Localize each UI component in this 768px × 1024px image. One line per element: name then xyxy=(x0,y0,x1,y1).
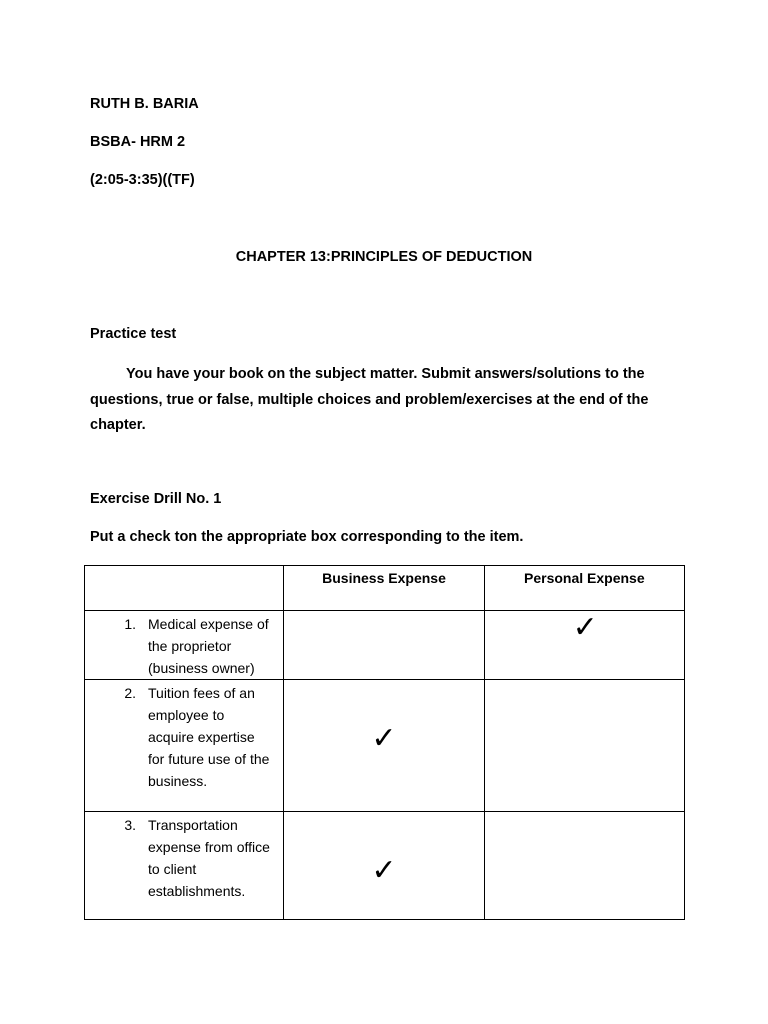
class-schedule: (2:05-3:35)((TF) xyxy=(90,172,195,188)
item-text: Transportation expense from office to client establishments. xyxy=(148,817,270,899)
course-section: BSBA- HRM 2 xyxy=(90,134,186,150)
chapter-title: CHAPTER 13:PRINCIPLES OF DEDUCTION xyxy=(235,249,533,265)
item-text: Medical expense of the proprietor (business owner) xyxy=(148,616,269,676)
check-mark-icon: ✓ xyxy=(572,610,598,645)
item-cell xyxy=(85,611,284,680)
check-mark-icon: ✓ xyxy=(371,853,397,888)
item-cell xyxy=(85,680,284,812)
business-cell xyxy=(284,812,484,920)
item-number: 1. xyxy=(124,616,136,632)
student-name: RUTH B. BARIA xyxy=(90,96,199,112)
exercise-instruction: Put a check ton the appropriate box corresponding to the item. xyxy=(90,529,524,545)
expense-table xyxy=(84,565,685,920)
table-row xyxy=(85,812,685,920)
item-cell xyxy=(85,812,284,920)
practice-heading: Practice test xyxy=(90,326,177,342)
personal-cell xyxy=(484,680,684,812)
personal-cell xyxy=(484,812,684,920)
personal-cell xyxy=(484,611,684,680)
table-row xyxy=(85,680,685,812)
item-number: 2. xyxy=(124,685,136,701)
item-number: 3. xyxy=(124,817,136,833)
header-personal-expense: Personal Expense xyxy=(484,566,684,611)
header-business-expense: Business Expense xyxy=(284,566,484,611)
header-item xyxy=(85,566,284,611)
business-cell xyxy=(284,680,484,812)
business-cell xyxy=(284,611,484,680)
practice-instructions-text: You have your book on the subject matter. Submit answers/solutions to the questions, true or false, multiple choices and problem/exercises at the end of the chapter. xyxy=(90,366,649,433)
item-text: Tuition fees of an employee to acquire expertise for future use of the business. xyxy=(148,685,270,789)
table-header-row xyxy=(85,566,685,611)
check-mark-icon: ✓ xyxy=(371,721,397,756)
exercise-heading: Exercise Drill No. 1 xyxy=(90,491,222,507)
practice-instructions xyxy=(90,362,680,439)
table-row xyxy=(85,611,685,680)
